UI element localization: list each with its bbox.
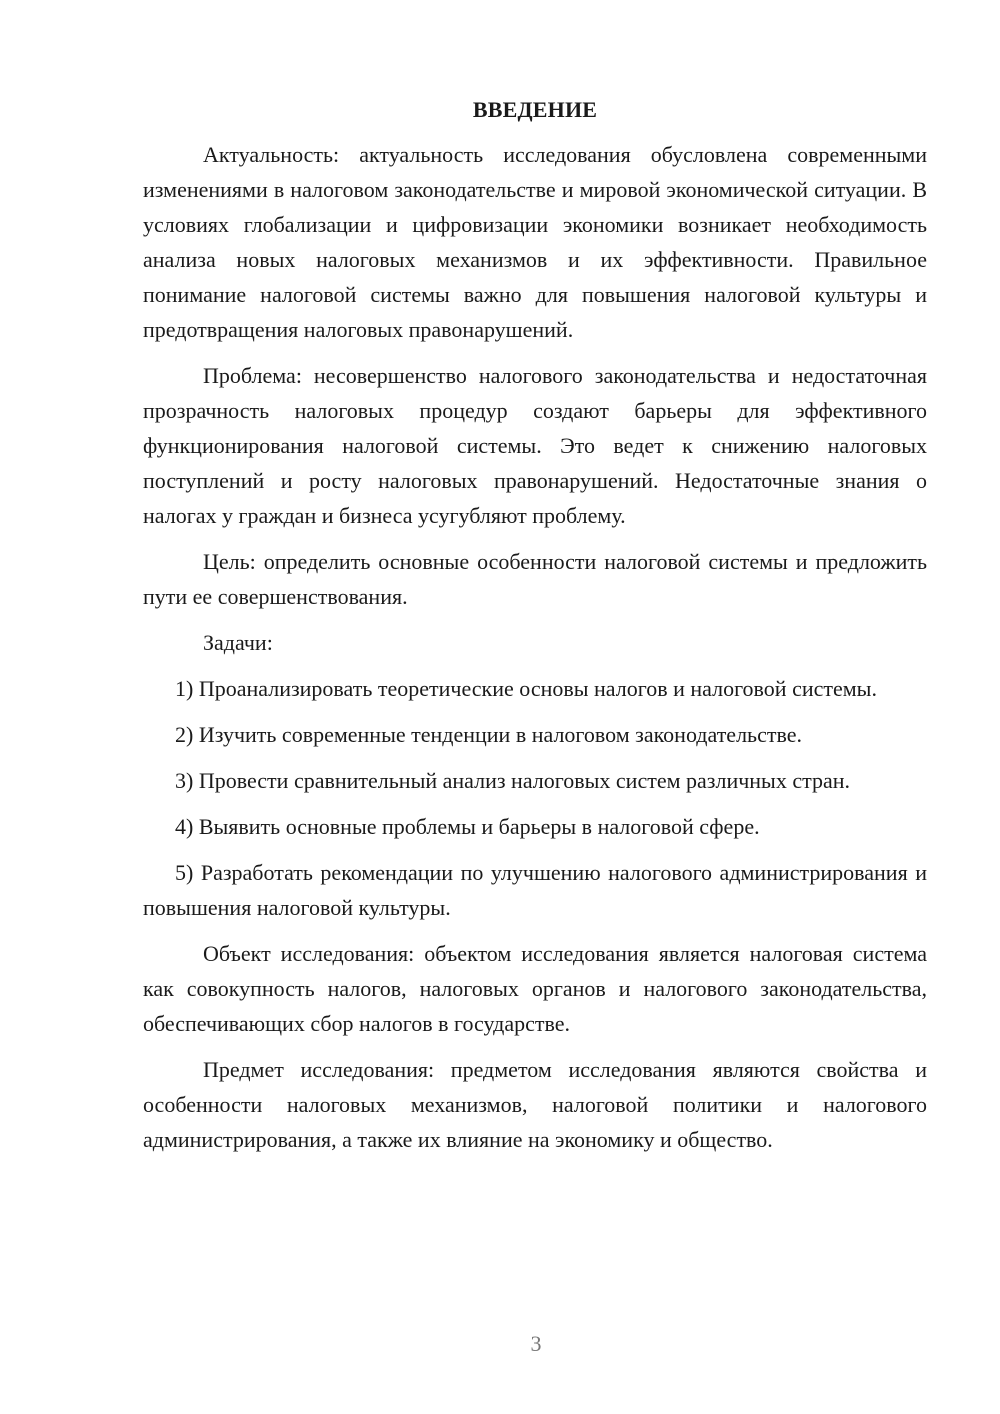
- paragraph-tasks-heading: Задачи:: [203, 630, 273, 655]
- page-number: 3: [530, 1331, 542, 1356]
- task-item-5: 5) Разработать рекомендации по улучшению налогового администрирования и повышения налоговой культуры.: [143, 860, 927, 920]
- paragraph-problem: Проблема: несовершенство налогового законодательства и недостаточная прозрачность налоговых процедур создают барьеры для эффективного функционирования налоговой системы. Это ведет к снижению налоговых поступлений и росту налоговых правонарушений. Недостаточные знания о налогах у граждан и бизнеса усугубляют проблему.: [143, 363, 927, 528]
- paragraph-goal: Цель: определить основные особенности налоговой системы и предложить пути ее совершенствования.: [143, 549, 927, 609]
- page-content: [143, 92, 927, 1168]
- task-item-2: 2) Изучить современные тенденции в налоговом законодательстве.: [175, 722, 802, 747]
- task-item-3: 3) Провести сравнительный анализ налоговых систем различных стран.: [175, 768, 851, 793]
- paragraph-object: Объект исследования: объектом исследования является налоговая система как совокупность налогов, налоговых органов и налогового законодательства, обеспечивающих сбор налогов в государстве.: [143, 941, 927, 1036]
- paragraph-relevance: Актуальность: актуальность исследования обусловлена современными изменениями в налоговом законодательстве и мировой экономической ситуации. В условиях глобализации и цифровизации экономики возникает необходимость анализа новых налоговых механизмов и их эффективности. Правильное понимание налоговой системы важно для повышения налоговой культуры и предотвращения налоговых правонарушений.: [143, 142, 927, 342]
- task-item-1: 1) Проанализировать теоретические основы налогов и налоговой системы.: [175, 676, 877, 701]
- task-item-4: 4) Выявить основные проблемы и барьеры в налоговой сфере.: [175, 814, 760, 839]
- paragraph-subject: Предмет исследования: предметом исследования являются свойства и особенности налоговых механизмов, налоговой политики и налогового администрирования, а также их влияние на экономику и общество.: [143, 1057, 927, 1152]
- section-title: ВВЕДЕНИЕ: [472, 97, 598, 122]
